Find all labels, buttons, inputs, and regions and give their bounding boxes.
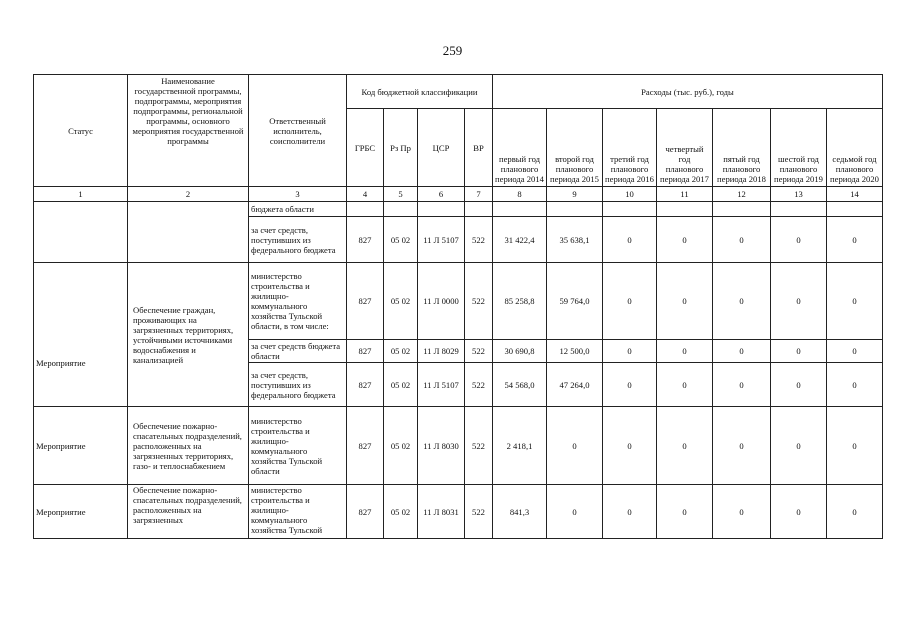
value-cell: 0 bbox=[713, 263, 771, 340]
rzpr-cell: 05 02 bbox=[384, 217, 418, 263]
value-cell: 0 bbox=[603, 363, 657, 407]
header-period: пятый год планового периода 2018 bbox=[713, 109, 771, 187]
header-budget-code: Код бюджетной классификации bbox=[347, 75, 493, 109]
column-number: 8 bbox=[493, 187, 547, 202]
header-rzpr: Рз Пр bbox=[384, 109, 418, 187]
name-cell: Обеспечение пожарно-спасательных подразделений, расположенных на загрязненных bbox=[128, 485, 249, 539]
column-number: 2 bbox=[128, 187, 249, 202]
vr-cell: 522 bbox=[465, 263, 493, 340]
csr-cell: 11 Л 8029 bbox=[418, 340, 465, 363]
header-period: первый год планового периода 2014 bbox=[493, 109, 547, 187]
grbs-cell: 827 bbox=[347, 217, 384, 263]
value-cell: 12 500,0 bbox=[547, 340, 603, 363]
grbs-cell: 827 bbox=[347, 485, 384, 539]
value-cell: 0 bbox=[827, 340, 883, 363]
header-expenses: Расходы (тыс. руб.), годы bbox=[493, 75, 883, 109]
header-status: Статус bbox=[34, 75, 128, 187]
value-cell: 0 bbox=[827, 407, 883, 485]
grbs-cell: 827 bbox=[347, 263, 384, 340]
header-vr: ВР bbox=[465, 109, 493, 187]
vr-cell: 522 bbox=[465, 340, 493, 363]
table-row bbox=[34, 263, 883, 340]
value-cell: 0 bbox=[713, 407, 771, 485]
value-cell: 0 bbox=[713, 340, 771, 363]
column-number: 6 bbox=[418, 187, 465, 202]
status-cell: Мероприятие bbox=[34, 407, 128, 485]
column-number-row bbox=[34, 187, 883, 202]
vr-cell: 522 bbox=[465, 217, 493, 263]
grbs-cell: 827 bbox=[347, 340, 384, 363]
rzpr-cell: 05 02 bbox=[384, 407, 418, 485]
value-cell: 0 bbox=[657, 485, 713, 539]
value-cell: 0 bbox=[657, 407, 713, 485]
value-cell: 0 bbox=[657, 217, 713, 263]
status-cell: Мероприятие bbox=[34, 263, 128, 407]
column-number: 13 bbox=[771, 187, 827, 202]
column-number: 14 bbox=[827, 187, 883, 202]
value-cell: 0 bbox=[657, 340, 713, 363]
page-number: 259 bbox=[442, 43, 463, 58]
value-cell: 0 bbox=[657, 363, 713, 407]
value-cell: 0 bbox=[603, 407, 657, 485]
value-cell: 0 bbox=[771, 217, 827, 263]
value-cell: 0 bbox=[713, 363, 771, 407]
header-executor: Ответственный исполнитель, соисполнители bbox=[249, 75, 347, 187]
value-cell: 0 bbox=[713, 217, 771, 263]
value-cell: 0 bbox=[603, 217, 657, 263]
csr-cell: 11 Л 8031 bbox=[418, 485, 465, 539]
column-number: 11 bbox=[657, 187, 713, 202]
value-cell: 0 bbox=[827, 485, 883, 539]
value-cell: 30 690,8 bbox=[493, 340, 547, 363]
value-cell: 0 bbox=[771, 485, 827, 539]
value-cell: 35 638,1 bbox=[547, 217, 603, 263]
value-cell: 841,3 bbox=[493, 485, 547, 539]
header-csr: ЦСР bbox=[418, 109, 465, 187]
value-cell: 0 bbox=[657, 263, 713, 340]
executor-cell: бюджета области bbox=[249, 202, 347, 217]
value-cell: 85 258,8 bbox=[493, 263, 547, 340]
value-cell: 0 bbox=[547, 485, 603, 539]
column-number: 9 bbox=[547, 187, 603, 202]
value-cell: 0 bbox=[603, 485, 657, 539]
status-cell bbox=[34, 202, 128, 263]
value-cell: 0 bbox=[771, 263, 827, 340]
value-cell: 31 422,4 bbox=[493, 217, 547, 263]
executor-cell: за счет средств, поступивших из федерального бюджета bbox=[249, 363, 347, 407]
value-cell: 0 bbox=[713, 485, 771, 539]
header-period: третий год планового периода 2016 bbox=[603, 109, 657, 187]
header-name: Наименование государственной программы, подпрограммы, мероприятия подпрограммы, региональной программы, основного мероприятия государственной программы bbox=[128, 75, 249, 187]
csr-cell: 11 Л 0000 bbox=[418, 263, 465, 340]
value-cell: 0 bbox=[771, 363, 827, 407]
header-period: седьмой год планового периода 2020 bbox=[827, 109, 883, 187]
value-cell: 0 bbox=[603, 263, 657, 340]
column-number: 7 bbox=[465, 187, 493, 202]
column-number: 10 bbox=[603, 187, 657, 202]
column-number: 4 bbox=[347, 187, 384, 202]
vr-cell: 522 bbox=[465, 363, 493, 407]
rzpr-cell: 05 02 bbox=[384, 340, 418, 363]
grbs-cell: 827 bbox=[347, 407, 384, 485]
name-cell: Обеспечение граждан, проживающих на загрязненных территориях, устойчивыми источниками водоснабжения и канализацией bbox=[128, 263, 249, 407]
executor-cell: министерство строительства и жилищно-коммунального хозяйства Тульской области, в том числе: bbox=[249, 263, 347, 340]
rzpr-cell: 05 02 bbox=[384, 485, 418, 539]
rzpr-cell: 05 02 bbox=[384, 263, 418, 340]
header-period: шестой год планового периода 2019 bbox=[771, 109, 827, 187]
value-cell: 0 bbox=[827, 217, 883, 263]
value-cell: 2 418,1 bbox=[493, 407, 547, 485]
executor-cell: за счет средств бюджета области bbox=[249, 340, 347, 363]
csr-cell: 11 Л 5107 bbox=[418, 363, 465, 407]
executor-cell: за счет средств, поступивших из федерального бюджета bbox=[249, 217, 347, 263]
grbs-cell: 827 bbox=[347, 363, 384, 407]
header-period: второй год планового периода 2015 bbox=[547, 109, 603, 187]
status-cell: Мероприятие bbox=[34, 485, 128, 539]
value-cell: 0 bbox=[547, 407, 603, 485]
column-number: 5 bbox=[384, 187, 418, 202]
executor-cell: министерство строительства и жилищно-коммунального хозяйства Тульской области bbox=[249, 407, 347, 485]
column-number: 3 bbox=[249, 187, 347, 202]
table-row bbox=[34, 485, 883, 539]
csr-cell: 11 Л 8030 bbox=[418, 407, 465, 485]
column-number: 12 bbox=[713, 187, 771, 202]
vr-cell: 522 bbox=[465, 485, 493, 539]
rzpr-cell: 05 02 bbox=[384, 363, 418, 407]
value-cell: 59 764,0 bbox=[547, 263, 603, 340]
value-cell: 0 bbox=[771, 407, 827, 485]
value-cell: 0 bbox=[603, 340, 657, 363]
header-period: четвертый год планового периода 2017 bbox=[657, 109, 713, 187]
header-row-top bbox=[34, 75, 883, 109]
value-cell: 47 264,0 bbox=[547, 363, 603, 407]
value-cell: 54 568,0 bbox=[493, 363, 547, 407]
header-grbs: ГРБС bbox=[347, 109, 384, 187]
table-row bbox=[34, 407, 883, 485]
name-cell bbox=[128, 202, 249, 263]
value-cell: 0 bbox=[827, 363, 883, 407]
csr-cell: 11 Л 5107 bbox=[418, 217, 465, 263]
column-number: 1 bbox=[34, 187, 128, 202]
vr-cell: 522 bbox=[465, 407, 493, 485]
budget-table bbox=[33, 74, 883, 539]
value-cell: 0 bbox=[771, 340, 827, 363]
executor-cell: министерство строительства и жилищно-коммунального хозяйства Тульской bbox=[249, 485, 347, 539]
table-row bbox=[34, 202, 883, 217]
name-cell: Обеспечение пожарно-спасательных подразделений, расположенных на загрязненных территориях, газо- и теплоснабжением bbox=[128, 407, 249, 485]
value-cell: 0 bbox=[827, 263, 883, 340]
